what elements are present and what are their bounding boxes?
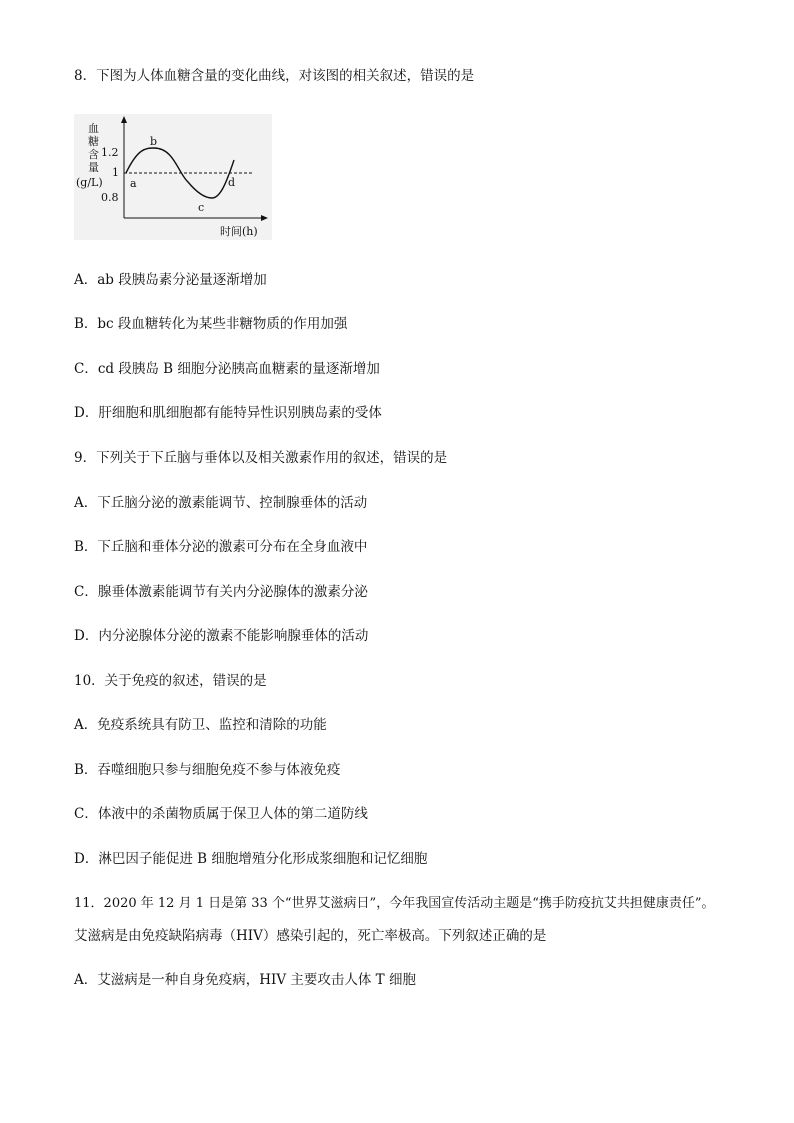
point-label-c: c [198,201,205,214]
question-9-stem: 9．下列关于下丘脑与垂体以及相关激素作用的叙述，错误的是 [74,450,448,466]
q9-option-b: B．下丘脑和垂体分泌的激素可分布在全身血液中 [74,539,368,555]
q9-option-c: C．腺垂体激素能调节有关内分泌腺体的激素分泌 [74,584,368,600]
q10-option-a: A．免疫系统具有防卫、监控和清除的功能 [74,717,327,733]
tick-label-1: 1 [112,166,119,179]
question-8-stem: 8．下图为人体血糖含量的变化曲线，对该图的相关叙述，错误的是 [74,68,475,84]
tick-label-1-2: 1.2 [101,146,119,159]
blood-glucose-chart [74,114,272,240]
q8-option-a: A．ab 段胰岛素分泌量逐渐增加 [74,272,267,288]
xlabel: 时间(h) [220,225,258,238]
question-11-stem-line-1: 11．2020 年 12 月 1 日是第 33 个“世界艾滋病日”，今年我国宣传活动主题是“携手防疫抗艾共担健康责任”。 [74,896,715,911]
ylabel-char-4: 量 [88,161,99,174]
figure-background [74,114,272,240]
ylabel-char-2: 糖 [88,135,99,148]
blood-glucose-figure [74,114,272,240]
q10-option-d: D．淋巴因子能促进 B 细胞增殖分化形成浆细胞和记忆细胞 [74,851,428,867]
ylabel-char-3: 含 [88,148,99,161]
point-label-b: b [150,135,158,148]
q8-option-d: D．肝细胞和肌细胞都有能特异性识别胰岛素的受体 [74,405,382,421]
q9-option-a: A．下丘脑分泌的激素能调节、控制腺垂体的活动 [74,495,368,511]
q10-option-b: B．吞噬细胞只参与细胞免疫不参与体液免疫 [74,762,341,778]
point-label-a: a [130,177,137,190]
point-label-d: d [228,176,236,189]
question-11-stem-line-2: 艾滋病是由免疫缺陷病毒（HIV）感染引起的，死亡率极高。下列叙述正确的是 [74,928,547,944]
q10-option-c: C．体液中的杀菌物质属于保卫人体的第二道防线 [74,806,368,822]
ylabel-unit: (g/L) [76,176,103,189]
question-10-stem: 10．关于免疫的叙述，错误的是 [74,673,267,689]
q8-option-b: B．bc 段血糖转化为某些非糖物质的作用加强 [74,316,348,332]
q11-option-a: A．艾滋病是一种自身免疫病，HIV 主要攻击人体 T 细胞 [74,972,416,988]
q8-option-c: C．cd 段胰岛 B 细胞分泌胰高血糖素的量逐渐增加 [74,361,380,377]
q9-option-d: D．内分泌腺体分泌的激素不能影响腺垂体的活动 [74,628,369,644]
ylabel-char-1: 血 [88,122,99,135]
tick-label-0-8: 0.8 [101,191,119,204]
